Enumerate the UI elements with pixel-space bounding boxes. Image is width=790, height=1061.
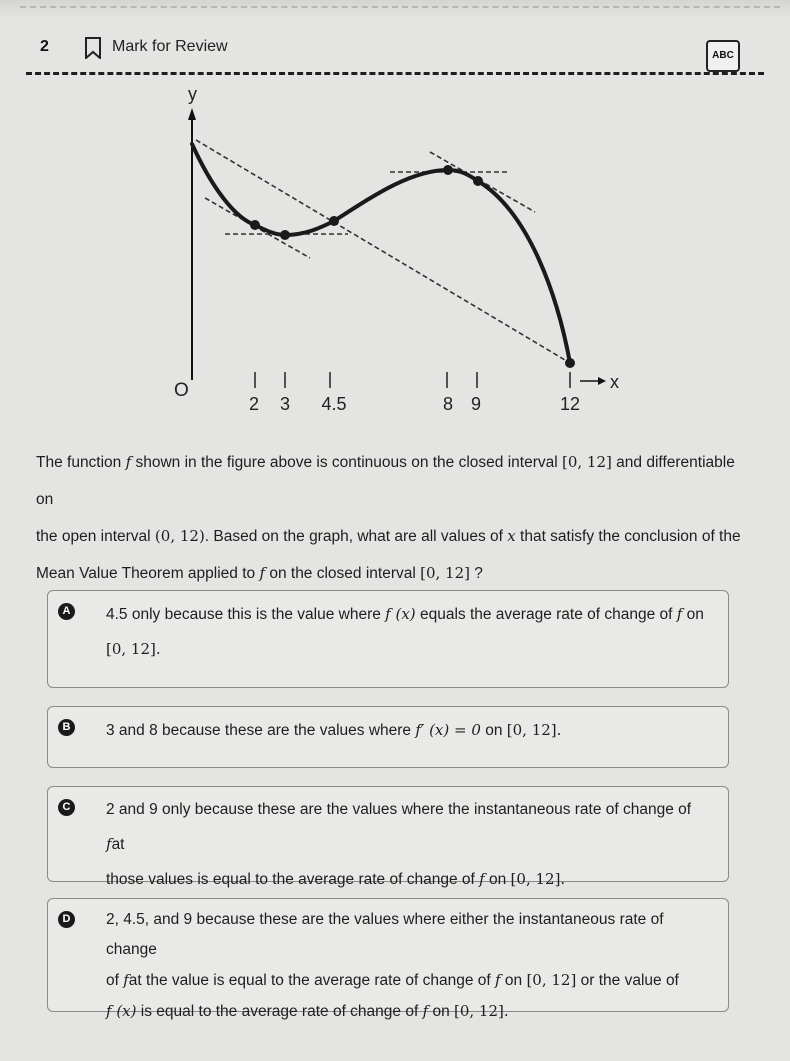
choice-letter-c: C	[58, 799, 75, 816]
choice-letter-a: A	[58, 603, 75, 620]
choice-text-d: 2, 4.5, and 9 because these are the values where either the instantaneous rate of change of fat the value is equal to the average rate of change of f on [0, 12] or the value of f (x) is equal to the average rate of change of f on [0, 12].	[106, 911, 679, 1020]
answer-choice-a[interactable]	[47, 590, 729, 688]
choice-letter-b: B	[58, 719, 75, 736]
question-stem	[36, 444, 756, 592]
question-line-3: Mean Value Theorem applied to f on the closed interval [0, 12] ?	[36, 564, 483, 582]
top-edge	[0, 0, 790, 18]
abc-icon: ABC	[712, 50, 734, 61]
answer-choice-b[interactable]	[47, 706, 729, 768]
question-line-2: the open interval (0, 12). Based on the graph, what are all values of x that satisfy the conclusion of the	[36, 527, 741, 545]
x-axis-label: x	[610, 372, 619, 392]
function-graph	[150, 78, 630, 418]
y-axis-label: y	[188, 84, 197, 104]
y-axis-arrow-icon	[188, 108, 196, 120]
mark-for-review-button[interactable]: Mark for Review	[112, 38, 228, 55]
choice-letter-d: D	[58, 911, 75, 928]
question-line-1: The function f shown in the figure above is continuous on the closed interval [0, 12] and differentiable on	[36, 453, 735, 508]
x-tick-label: 3	[279, 394, 291, 414]
answer-choice-c[interactable]	[47, 786, 729, 888]
question-header	[26, 30, 764, 75]
point-x3	[280, 230, 290, 240]
point-x4-5	[329, 216, 339, 226]
x-ticks	[255, 372, 570, 388]
secant-line	[196, 140, 565, 360]
x-tick-label: 9	[470, 394, 482, 414]
point-x12	[565, 358, 575, 368]
x-tick-label: 8	[442, 394, 454, 414]
choice-text-a: 4.5 only because this is the value where f (x) equals the average rate of change of f on [0, 12].	[106, 605, 704, 658]
x-axis-arrow-icon	[598, 377, 606, 385]
answer-choice-d[interactable]	[47, 898, 729, 1020]
point-x2	[250, 220, 260, 230]
function-curve	[192, 144, 570, 363]
x-tick-label: 4.5	[321, 394, 347, 414]
choice-text-c: 2 and 9 only because these are the values where the instantaneous rate of change of fat those values is equal to the average rate of change of f on [0, 12].	[106, 801, 692, 888]
divider	[20, 6, 780, 8]
bookmark-icon[interactable]	[84, 37, 102, 59]
point-x8	[443, 165, 453, 175]
answer-eliminator-button[interactable]	[706, 40, 740, 72]
origin-label: O	[174, 380, 189, 401]
point-x9	[473, 176, 483, 186]
choice-text-b: 3 and 8 because these are the values where f′ (x) = 0 on [0, 12].	[106, 721, 562, 739]
x-tick-label: 2	[248, 394, 260, 414]
question-number: 2	[40, 38, 49, 55]
x-tick-label: 12	[559, 394, 581, 414]
